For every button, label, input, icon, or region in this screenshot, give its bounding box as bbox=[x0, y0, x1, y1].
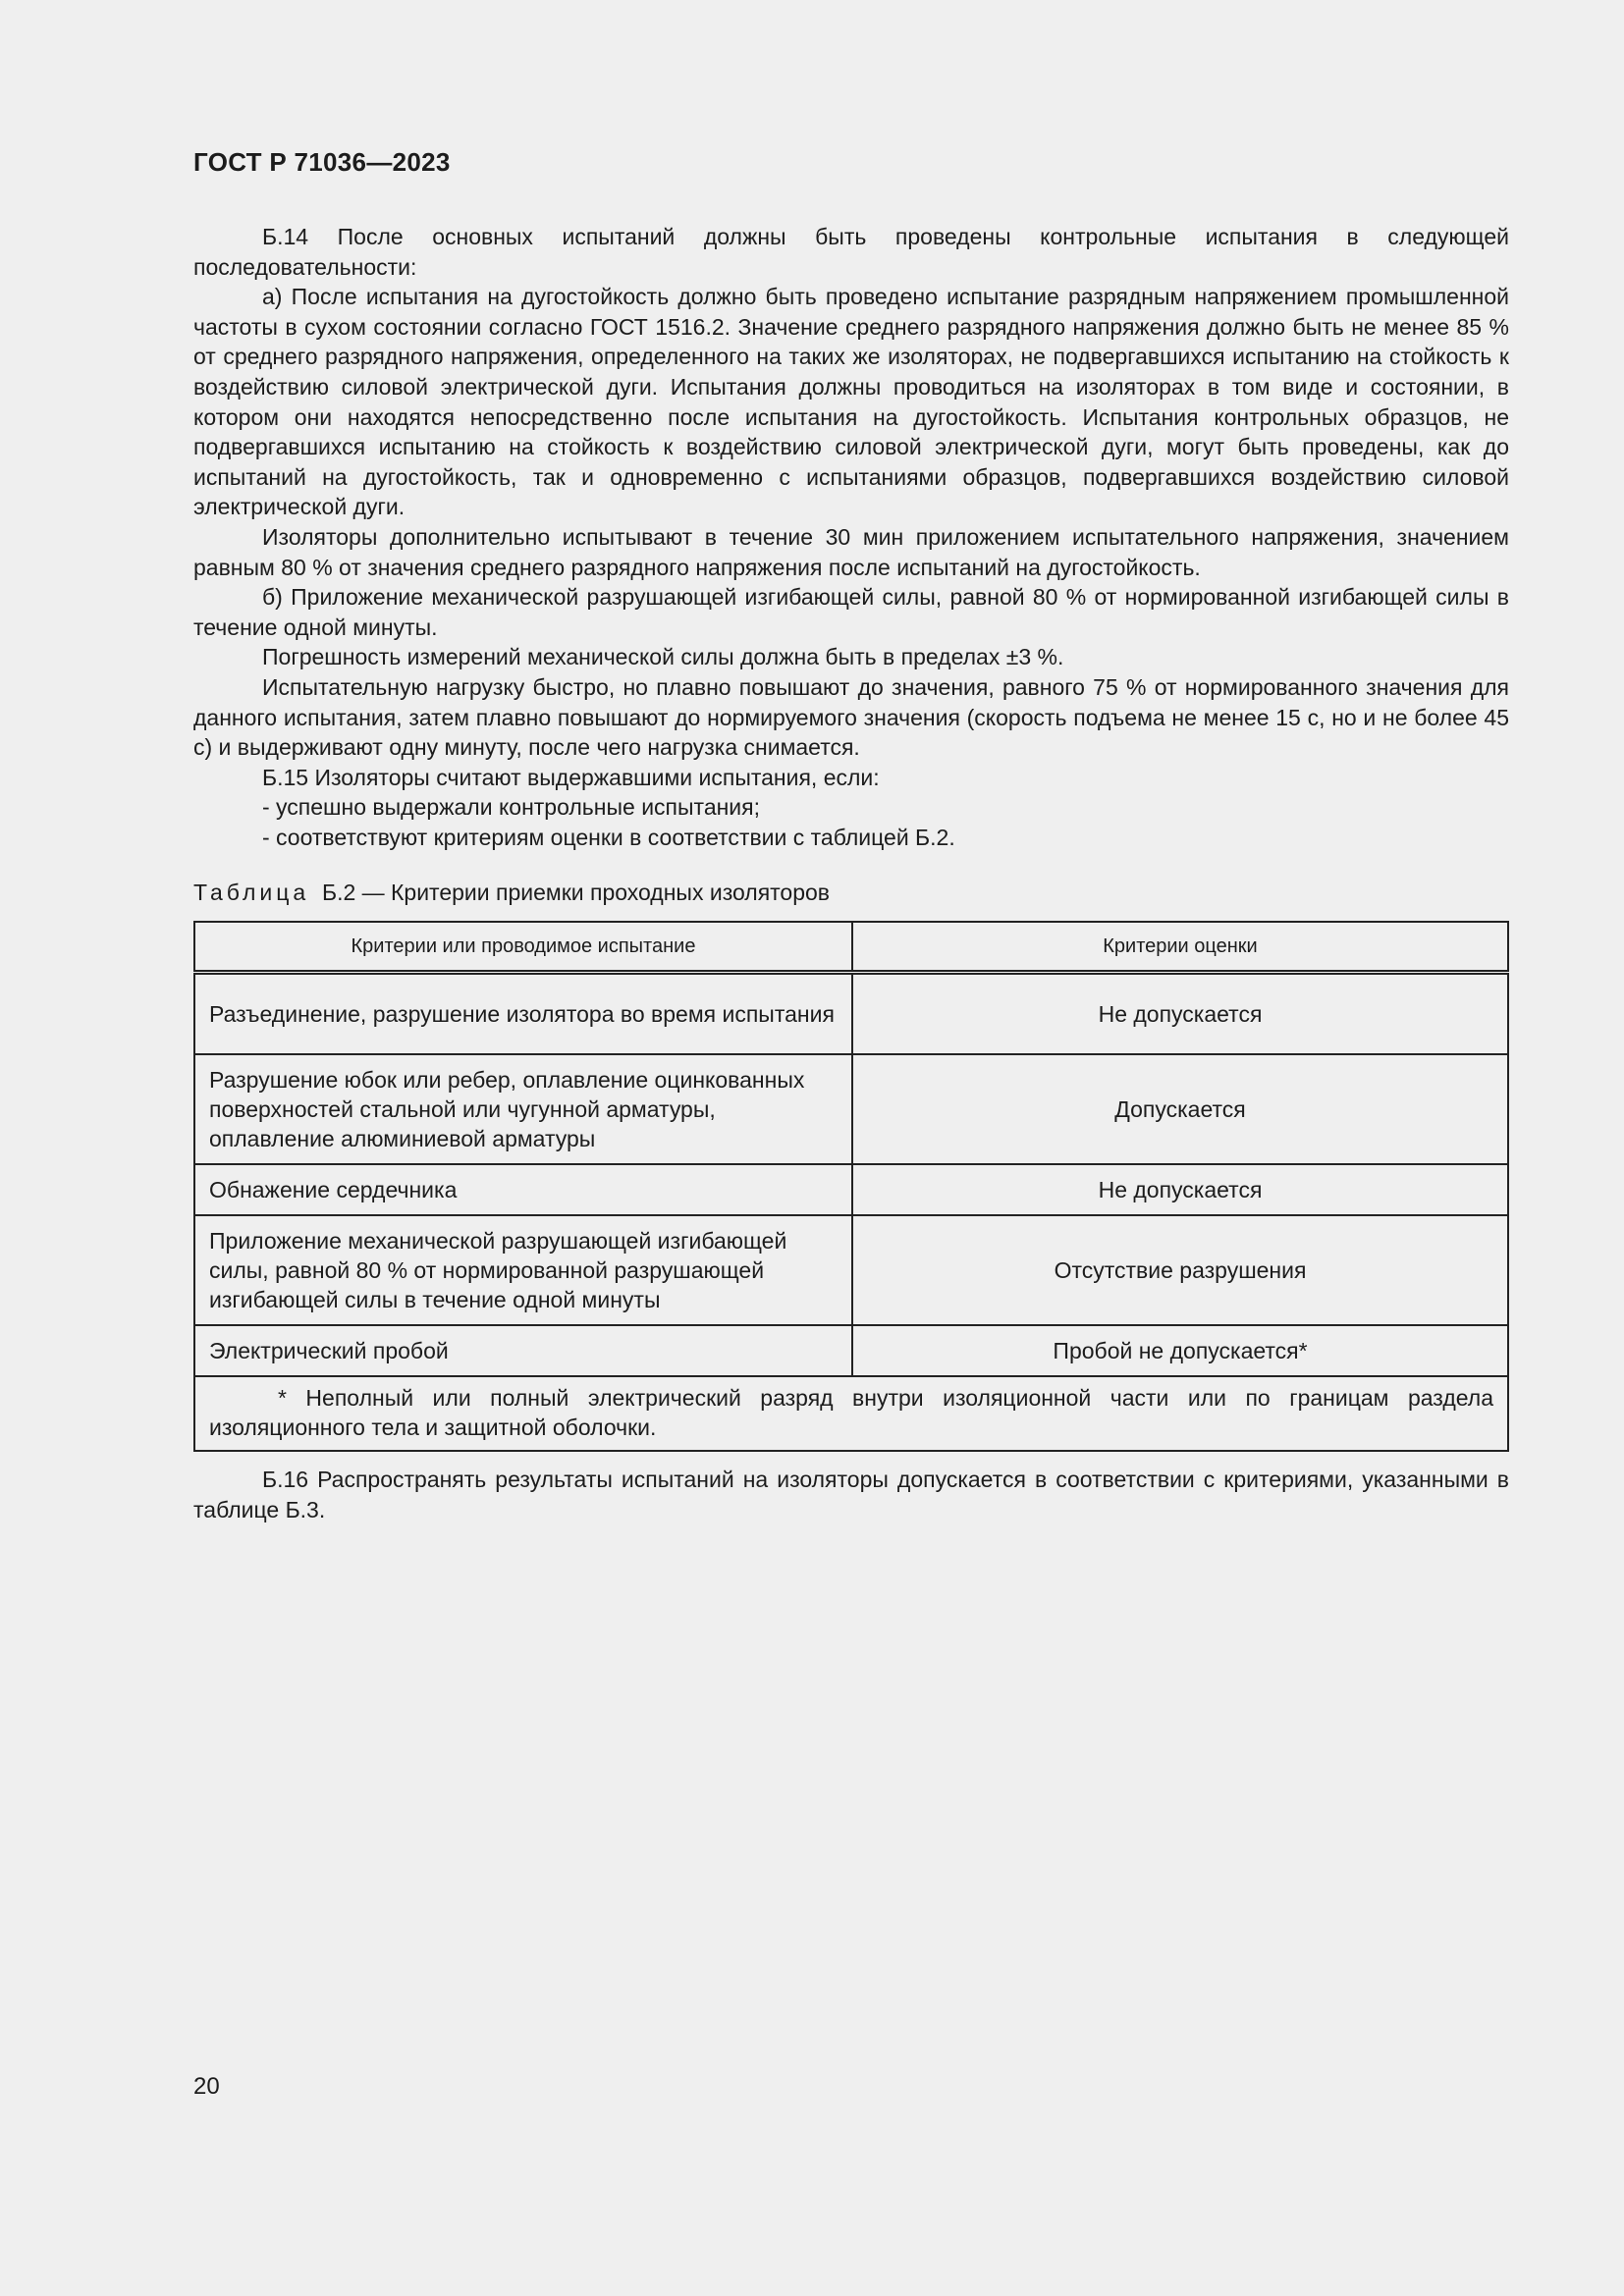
column-header: Критерии оценки bbox=[852, 922, 1508, 973]
body-text bbox=[193, 222, 1509, 852]
paragraph-item-a: а) После испытания на дугостойкость должно быть проведено испытание разрядным напряжением промышленной частоты в сухом состоянии согласно ГОСТ 1516.2. Значение среднего разрядного напряжения должно быть не менее 85 % от среднего разрядного напряжения, определенного на таких же изоляторах, не подвергавшихся испытанию на стойкость к воздействию силовой электрической дуги. Испытания должны проводиться на изоляторах в том виде и состоянии, в котором они находятся непосредственно после испытания на дугостойкость. Испытания контрольных образцов, не подвергавшихся испытанию на стойкость к воздействию силовой электрической дуги, могут быть проведены, как до испытаний на дугостойкость, так и одновременно с испытаниями образцов, подвергавшихся воздействию силовой электрической дуги. bbox=[193, 284, 1509, 520]
paragraph-b14: Б.14 После основных испытаний должны быть проведены контрольные испытания в следующей последовательности: bbox=[193, 224, 1509, 280]
criteria-table bbox=[193, 921, 1509, 1452]
list-item: - успешно выдержали контрольные испытания; bbox=[262, 794, 760, 821]
page-number: 20 bbox=[193, 2073, 220, 2100]
table-row bbox=[194, 1054, 1508, 1164]
paragraph-b15: Б.15 Изоляторы считают выдержавшими испытания, если: bbox=[262, 764, 880, 790]
table-cell: Приложение механической разрушающей изгибающей силы, равной 80 % от нормированной разрушающей изгибающей силы в течение одной минуты bbox=[194, 1215, 852, 1325]
table-cell: Не допускается bbox=[852, 973, 1508, 1055]
table-row bbox=[194, 1164, 1508, 1215]
table-cell: Допускается bbox=[852, 1054, 1508, 1164]
paragraph-b16: Б.16 Распространять результаты испытаний на изоляторы допускается в соответствии с критериями, указанными в таблице Б.3. bbox=[193, 1467, 1509, 1522]
table-row bbox=[194, 1325, 1508, 1376]
table-row bbox=[194, 1215, 1508, 1325]
table-caption bbox=[193, 878, 830, 907]
table-cell: Разъединение, разрушение изолятора во время испытания bbox=[194, 973, 852, 1055]
paragraph-extra-test: Изоляторы дополнительно испытывают в течение 30 мин приложением испытательного напряжения, значением равным 80 % от значения среднего разрядного напряжения после испытаний на дугостойкость. bbox=[193, 523, 1509, 580]
table-cell: Разрушение юбок или ребер, оплавление оцинкованных поверхностей стальной или чугунной арматуры, оплавление алюминиевой арматуры bbox=[194, 1054, 852, 1164]
column-header: Критерии или проводимое испытание bbox=[194, 922, 852, 973]
table-caption-label: Таблица bbox=[193, 880, 310, 905]
list-item: - соответствуют критериям оценки в соответствии с таблицей Б.2. bbox=[262, 824, 955, 850]
paragraph-error: Погрешность измерений механической силы должна быть в пределах ±3 %. bbox=[262, 644, 1064, 670]
table-footnote: * Неполный или полный электрический разряд внутри изоляционной части или по границам раздела изоляционного тела и защитной оболочки. bbox=[194, 1376, 1508, 1451]
table-caption-text: Б.2 — Критерии приемки проходных изоляторов bbox=[321, 880, 831, 905]
table-cell: Электрический пробой bbox=[194, 1325, 852, 1376]
table-cell: Отсутствие разрушения bbox=[852, 1215, 1508, 1325]
table-cell: Не допускается bbox=[852, 1164, 1508, 1215]
paragraph-load: Испытательную нагрузку быстро, но плавно повышают до значения, равного 75 % от нормированного значения для данного испытания, затем плавно повышают до нормируемого значения (скорость подъема не менее 15 с, но и не более 45 с) и выдерживают одну минуту, после чего нагрузка снимается. bbox=[193, 673, 1509, 761]
page-header: ГОСТ Р 71036—2023 bbox=[193, 147, 451, 177]
table-header-row bbox=[194, 922, 1508, 973]
after-table-text bbox=[193, 1465, 1509, 1524]
table-cell: Пробой не допускается* bbox=[852, 1325, 1508, 1376]
table-cell: Обнажение сердечника bbox=[194, 1164, 852, 1215]
paragraph-item-b: б) Приложение механической разрушающей изгибающей силы, равной 80 % от нормированной изгибающей силы в течение одной минуты. bbox=[193, 584, 1509, 640]
table-row bbox=[194, 973, 1508, 1055]
table-footnote-row bbox=[194, 1376, 1508, 1451]
